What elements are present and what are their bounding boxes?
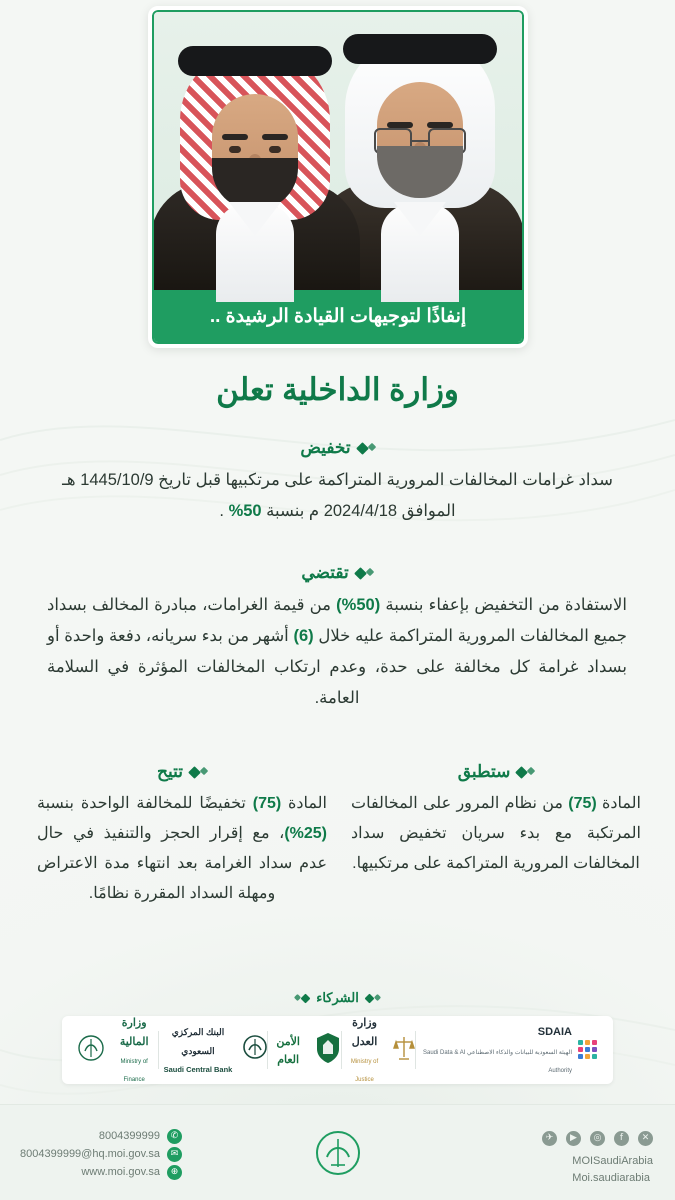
saudi-central-bank-title-en: Saudi Central Bank [163, 1065, 233, 1075]
instagram-icon[interactable]: ◎ [590, 1131, 605, 1146]
ministry-of-finance-logo [78, 1013, 158, 1087]
partners-heading-text: الشركاء [316, 990, 359, 1005]
contact-email-row[interactable] [20, 1145, 182, 1163]
section-reduction [40, 438, 635, 527]
two-column-block [34, 762, 641, 909]
section-requires-text: الاستفادة من التخفيض بإعفاء بنسبة (50%) من قيمة الغرامات، مبادرة المخالف بسداد جميع المخالفات المرورية المتراكمة عليه خلال (6) أشهر من بدء سريانه، دفعة واحدة أو بسداد غرامة كل مخالفة على حدة، وعدم ارتكاب المخالفات المؤثرة في السلامة العامة. [47, 596, 627, 707]
ministry-of-finance-title: وزارة المالية [119, 1017, 149, 1048]
contact-website-value: www.moi.gov.sa [81, 1166, 161, 1178]
social-handles [572, 1153, 653, 1187]
partners-logo-bar [62, 1016, 613, 1084]
contact-phone-value: 8004399999 [98, 1130, 161, 1142]
public-security-logo [268, 1032, 341, 1069]
sama-mark-icon [243, 1034, 267, 1065]
section-applies [351, 762, 641, 909]
section-applies-heading-text: ستطبق [457, 762, 511, 781]
handle-secondary: Moi.saudiarabia [572, 1172, 650, 1184]
section-reduction-text: سداد غرامات المخالفات المرورية المتراكمة على مرتكبيها قبل تاريخ 1445/10/9 هـ الموافق 2024/4/18 م بنسبة 50% . [62, 471, 613, 520]
youtube-icon[interactable]: ▶ [566, 1131, 581, 1146]
mail-icon: ✉ [167, 1147, 182, 1162]
moi-emblem [315, 1127, 361, 1179]
section-applies-heading [351, 762, 641, 782]
contact-phone-row[interactable] [20, 1127, 182, 1145]
ministry-of-justice-title: وزارة العدل [351, 1017, 378, 1048]
hero-banner [154, 290, 522, 342]
ministry-of-justice-subtitle: Ministry of Justice [350, 1059, 379, 1084]
divider [341, 1031, 342, 1069]
diamond-bullet-icon [517, 768, 534, 777]
section-requires [47, 563, 627, 714]
saudi-central-bank-logo [159, 1022, 266, 1077]
section-requires-heading [47, 563, 627, 583]
divider [158, 1031, 159, 1069]
phone-icon: ✆ [167, 1129, 182, 1144]
page-title: وزارة الداخلية تعلن [216, 372, 459, 407]
telegram-icon[interactable]: ✈ [542, 1131, 557, 1146]
contact-website-row[interactable] [20, 1163, 182, 1181]
crown-prince-portrait [160, 32, 350, 302]
sdaia-logo [416, 1022, 597, 1077]
section-applies-text: المادة (75) من نظام المرور على المخالفات المرتكبة مع بدء سريان تخفيض سداد المخالفات المرورية المتراكمة على مرتكبيها. [351, 795, 641, 872]
saudi-central-bank-title-ar: البنك المركزي السعودي [171, 1027, 225, 1056]
facebook-icon[interactable]: f [614, 1131, 629, 1146]
section-allows [37, 762, 327, 909]
contact-email-value: 8004399999@hq.moi.gov.sa [20, 1148, 161, 1160]
ministry-of-finance-subtitle: Ministry of Finance [120, 1059, 148, 1084]
section-reduction-heading [40, 438, 635, 458]
diamond-bullet-icon [366, 995, 380, 1002]
finance-emblem-icon [78, 1033, 104, 1068]
handle-primary: MOISaudiArabia [572, 1155, 653, 1167]
diamond-bullet-icon [190, 768, 207, 777]
contact-block [20, 1127, 182, 1181]
diamond-bullet-icon [356, 569, 373, 578]
leaders-photo [154, 12, 522, 302]
divider [267, 1031, 268, 1069]
social-icons[interactable] [542, 1131, 653, 1146]
section-allows-text: المادة (75) تخفيضًا للمخالفة الواحدة بنسبة (25%)، مع إقرار الحجز والتنفيذ في حال عدم سداد الغرامة بعد انتهاء مدة الاعتراض ومهلة السداد المقررة نظامًا. [37, 795, 327, 902]
divider [415, 1031, 416, 1069]
sdaia-mark-icon [578, 1040, 597, 1059]
diamond-bullet-icon [295, 995, 309, 1002]
public-security-emblem-icon [315, 1032, 341, 1069]
ministry-of-justice-logo [342, 1013, 416, 1087]
hero-banner-text: إنفاذًا لتوجيهات القيادة الرشيدة .. [209, 305, 467, 327]
sdaia-logo-title: SDAIA [537, 1026, 572, 1039]
section-allows-heading [37, 762, 327, 782]
public-security-title: الأمن العام [276, 1035, 300, 1066]
x-icon[interactable]: ✕ [638, 1131, 653, 1146]
section-requires-heading-text: تقتضي [301, 563, 349, 582]
leadership-photo-card [148, 6, 528, 348]
diamond-bullet-icon [358, 444, 375, 453]
footer [0, 1104, 675, 1200]
section-reduction-heading-text: تخفيض [300, 438, 351, 457]
globe-icon: ⊕ [167, 1165, 182, 1180]
section-allows-heading-text: تتيح [157, 762, 183, 781]
sdaia-logo-subtitle: الهيئة السعودية للبيانات والذكاء الاصطناعي Saudi Data & AI Authority [423, 1049, 572, 1075]
scales-icon [393, 1033, 415, 1068]
partners-heading [0, 990, 675, 1006]
